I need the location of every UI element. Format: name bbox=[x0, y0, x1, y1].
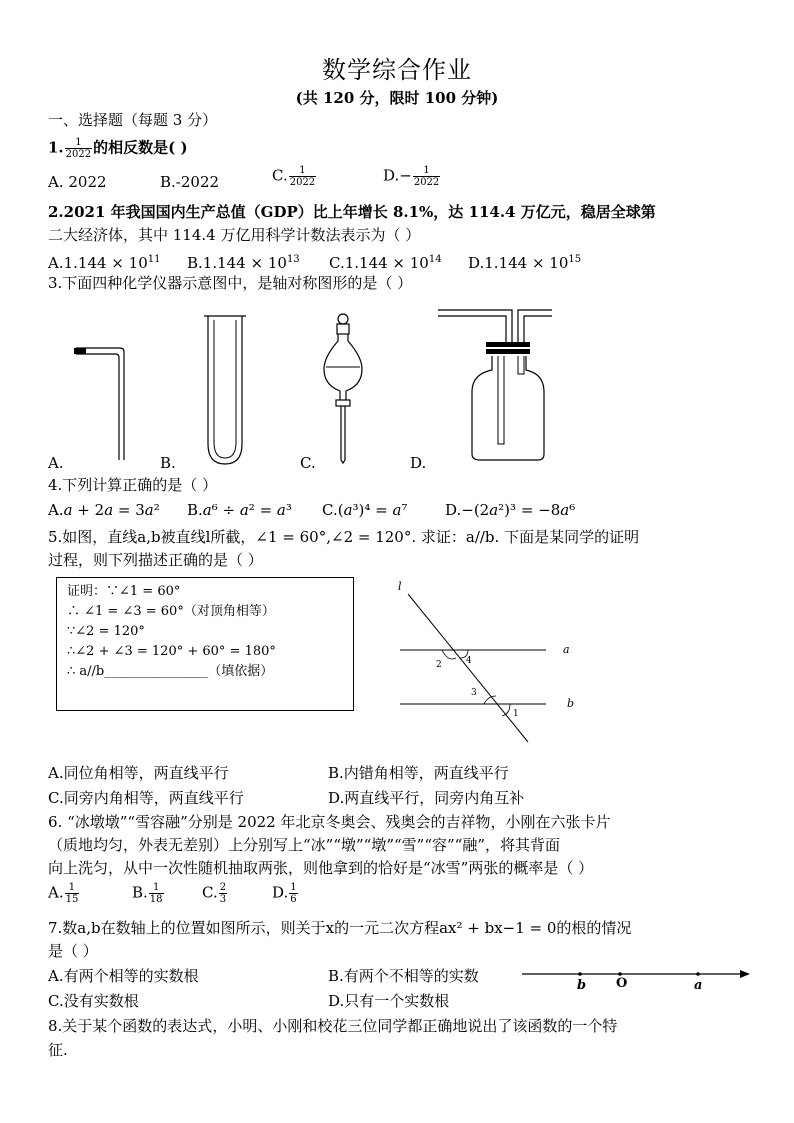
q2-option-a: $A.1.144 \times 10^{11}$ bbox=[48, 254, 161, 272]
test-tube-figure bbox=[200, 312, 250, 470]
axis-origin-label: O bbox=[616, 976, 628, 991]
page-title: 数学综合作业 bbox=[322, 56, 472, 84]
axis-b-label: b bbox=[577, 978, 587, 993]
q4-option-d: D.−(2𝑎²)³ = −8𝑎⁶ bbox=[445, 501, 576, 519]
q4-option-a: A.𝑎 + 2𝑎 = 3𝑎² bbox=[48, 501, 160, 519]
q6-option-c: C. $\frac{2}{3}$ bbox=[202, 882, 227, 905]
q6-option-a: A. $\frac{1}{15}$ bbox=[48, 882, 79, 905]
question-6-line1: 6. “冰墩墩”“雪容融”分别是 2022 年北京冬奥会、残奥会的吉祥物，小刚在六张卡片 bbox=[48, 813, 611, 831]
question-8-line1: 8.关于某个函数的表达式，小明、小刚和校花三位同学都正确地说出了该函数的一个特 bbox=[48, 1017, 618, 1035]
question-2-line2: 二大经济体，其中 114.4 万亿用科学计数法表示为（ ） bbox=[48, 226, 421, 244]
q3-label-c: C. bbox=[300, 454, 316, 472]
q1-option-c: C. $\frac{1}{2022}$ bbox=[272, 165, 316, 188]
question-5-line2: 过程，则下列描述正确的是（ ） bbox=[48, 551, 263, 569]
page-subtitle: (共 120 分，限时 100 分钟) bbox=[295, 89, 499, 107]
section-heading: 一、选择题（每题 3 分） bbox=[48, 111, 218, 129]
question-7-line2: 是（ ） bbox=[48, 942, 98, 960]
q2-option-d: $D.1.144 \times 10^{15}$ bbox=[468, 254, 582, 272]
parallel-lines-figure bbox=[392, 578, 582, 744]
angle-3-label: 3 bbox=[471, 688, 477, 698]
q6-option-d: D. $\frac{1}{6}$ bbox=[272, 882, 297, 905]
q1-option-d: D.− $\frac{1}{2022}$ bbox=[383, 165, 440, 188]
angle-2-label: 2 bbox=[436, 660, 442, 670]
question-1-stem: 1. $\frac{1}{2022}$ 的相反数是( ) bbox=[48, 137, 188, 160]
angle-4-label: 4 bbox=[466, 656, 472, 666]
q7-option-a: A.有两个相等的实数根 bbox=[48, 967, 199, 985]
number-line-figure bbox=[518, 964, 754, 986]
angle-1-label: 1 bbox=[513, 709, 519, 719]
axis-a-label: a bbox=[694, 978, 703, 993]
q5-option-c: C.同旁内角相等，两直线平行 bbox=[48, 789, 244, 807]
line-l-label: l bbox=[398, 580, 402, 593]
q5-option-d: D.两直线平行，同旁内角互补 bbox=[328, 789, 525, 807]
proof-line-4: ∴∠2 + ∠3 = 120° + 60° = 180° bbox=[67, 644, 276, 659]
line-a-label: a bbox=[563, 643, 570, 656]
line-b-label: b bbox=[567, 697, 575, 710]
question-2-line1: 2.2021 年我国国内生产总值（GDP）比上年增长 8.1%，达 114.4 万亿元，稳居全球第 bbox=[48, 203, 656, 221]
q7-option-c: C.没有实数根 bbox=[48, 992, 139, 1010]
q3-label-b: B. bbox=[160, 454, 176, 472]
q7-option-d: D.只有一个实数根 bbox=[328, 992, 450, 1010]
question-8-line2: 征. bbox=[48, 1041, 68, 1059]
q4-option-b: B.𝑎⁶ ÷ 𝑎² = 𝑎³ bbox=[187, 501, 292, 519]
bent-tube-figure bbox=[70, 340, 130, 462]
q5-option-a: A.同位角相等，两直线平行 bbox=[48, 764, 229, 782]
q2-option-c: $C.1.144 \times 10^{14}$ bbox=[329, 254, 442, 272]
proof-line-5: ∴ a//b________________（填依据） bbox=[67, 664, 274, 679]
question-4-stem: 4.下列计算正确的是（ ） bbox=[48, 476, 218, 494]
q4-option-c: C.(𝑎³)⁴ = 𝑎⁷ bbox=[322, 501, 408, 519]
question-3-stem: 3.下面四种化学仪器示意图中，是轴对称图形的是（ ） bbox=[48, 274, 413, 292]
q2-option-b: $B.1.144 \times 10^{13}$ bbox=[187, 254, 300, 272]
q3-label-a: A. bbox=[48, 454, 64, 472]
q6-option-b: B. $\frac{1}{18}$ bbox=[132, 882, 163, 905]
proof-line-1: 证明：∵∠1 = 60° bbox=[67, 584, 181, 599]
gas-washing-bottle-figure bbox=[436, 304, 554, 466]
proof-box bbox=[56, 577, 354, 711]
q5-option-b: B.内错角相等，两直线平行 bbox=[328, 764, 509, 782]
question-6-line3: 向上洗匀，从中一次性随机抽取两张，则他拿到的恰好是“冰雪”两张的概率是（ ） bbox=[48, 859, 594, 877]
q3-label-d: D. bbox=[410, 454, 427, 472]
proof-line-2: ∴ ∠1 = ∠3 = 60°（对顶角相等） bbox=[67, 604, 275, 619]
separatory-funnel-figure bbox=[318, 305, 368, 467]
q1-option-b: B.-2022 bbox=[160, 173, 220, 191]
q7-option-b: B.有两个不相等的实数 bbox=[328, 967, 479, 985]
question-5-line1: 5.如图，直线a,b被直线l所截，∠1 = 60°,∠2 = 120°. 求证：a//b. 下面是某同学的证明 bbox=[48, 528, 640, 546]
question-6-line2: （质地均匀，外表无差别）上分别写上“冰”“墩”“墩”“雪”“容”“融”，将其背面 bbox=[48, 836, 561, 854]
question-7-line1: 7.数a,b在数轴上的位置如图所示，则关于x的一元二次方程ax² + bx−1 = 0的根的情况 bbox=[48, 919, 632, 937]
q1-option-a: A. 2022 bbox=[48, 173, 107, 191]
proof-line-3: ∵∠2 = 120° bbox=[67, 624, 145, 639]
